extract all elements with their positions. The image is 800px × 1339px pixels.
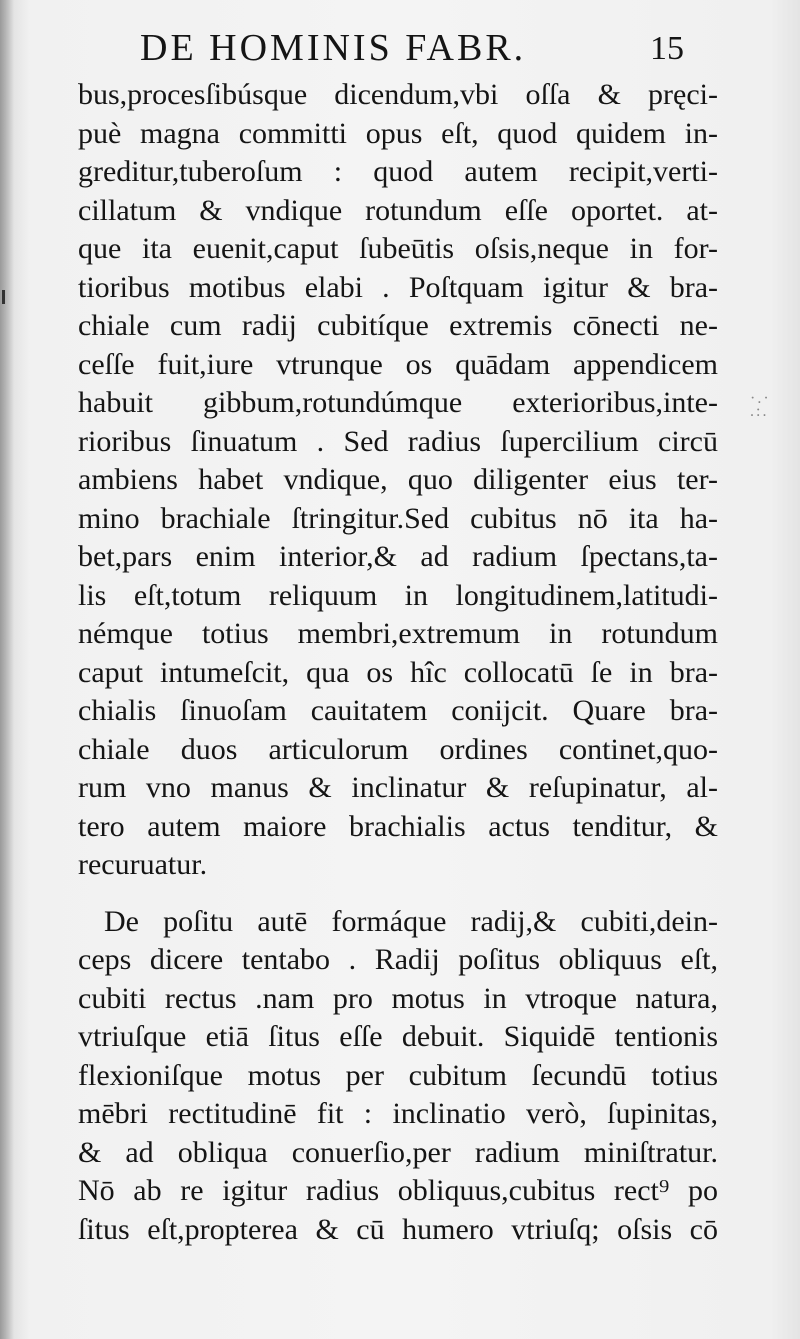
text-line: bet,pars enim interior,& ad radium ſpectans,ta-: [78, 540, 718, 573]
text-line: Nō ab re igitur radius obliquus,cubitus rect⁹ po: [78, 1174, 718, 1207]
paragraph-gap: [78, 885, 718, 903]
text-line: chiale cum radij cubitíque extremis cōnecti ne-: [78, 309, 718, 342]
text-line: rioribus ſinuatum . Sed radius ſupercilium circū: [78, 424, 718, 458]
page-number: 15: [650, 30, 684, 67]
page-header: [140, 26, 740, 76]
text-line: vtriuſque etiā ſitus eſſe debuit. Siquidē tentionis: [78, 1020, 718, 1053]
text-line: & ad obliqua conuerſio,per radium miniſtratur.: [78, 1135, 718, 1169]
text-line: cillatum & vndique rotundum eſſe oportet. at-: [78, 193, 718, 227]
text-line: recuruatur.: [78, 848, 208, 881]
text-line: lis eſt,totum reliquum in longitudinem,latitudi-: [78, 578, 718, 612]
text-line: caput intumeſcit, qua os hîc collocatū ſe in bra-: [78, 655, 718, 689]
text-line: cubiti rectus .nam pro motus in vtroque natura,: [78, 981, 718, 1015]
text-line: puè magna committi opus eſt, quod quidem in-: [78, 116, 718, 150]
margin-mark: [2, 290, 5, 304]
running-title: DE HOMINIS FABR.: [140, 27, 527, 69]
text-line: flexioniſque motus per cubitum ſecundū totius: [78, 1058, 718, 1092]
text-line: rum vno manus & inclinatur & reſupinatur, al-: [78, 771, 718, 804]
text-line: tioribus motibus elabi . Poſtquam igitur & bra-: [78, 270, 718, 304]
text-line: ceſſe fuit,iure vtrunque os quādam appendicem: [78, 347, 718, 381]
text-line: greditur,tuberoſum : quod autem recipit,verti-: [78, 155, 718, 188]
text-line: que ita euenit,caput ſubeūtis oſsis,neque in for-: [78, 232, 718, 265]
text-line: némque totius membri,extremum in rotundum: [78, 617, 718, 650]
text-line: ceps dicere tentabo . Radij poſitus obliquus eſt,: [78, 943, 718, 976]
text-line: habuit gibbum,rotundúmque exterioribus,inte-: [78, 386, 718, 419]
text-line: mino brachiale ſtringitur.Sed cubitus nō ita ha-: [78, 501, 718, 535]
text-line: chialis ſinuoſam cauitatem conijcit. Quare bra-: [78, 694, 718, 727]
text-line: chiale duos articulorum ordines continet,quo-: [78, 732, 718, 766]
body-text: [78, 76, 718, 1249]
text-line: bus,procesſibúsque dicendum,vbi oſſa & pręci-: [78, 78, 718, 111]
binding-shadow: [0, 0, 14, 1339]
text-line: ambiens habet vndique, quo diligenter eius ter-: [78, 463, 718, 496]
text-line: ſitus eſt,propterea & cū humero vtriuſq; oſsis cō: [78, 1212, 718, 1246]
text-line: tero autem maiore brachialis actus tenditur, &: [78, 809, 718, 843]
text-line: mēbri rectitudinē fit : inclinatio verò, ſupinitas,: [78, 1097, 718, 1130]
ink-smudge: ·.· .:.: [750, 390, 771, 420]
text-line: De poſitu autē formáque radij,& cubiti,dein-: [104, 904, 718, 938]
